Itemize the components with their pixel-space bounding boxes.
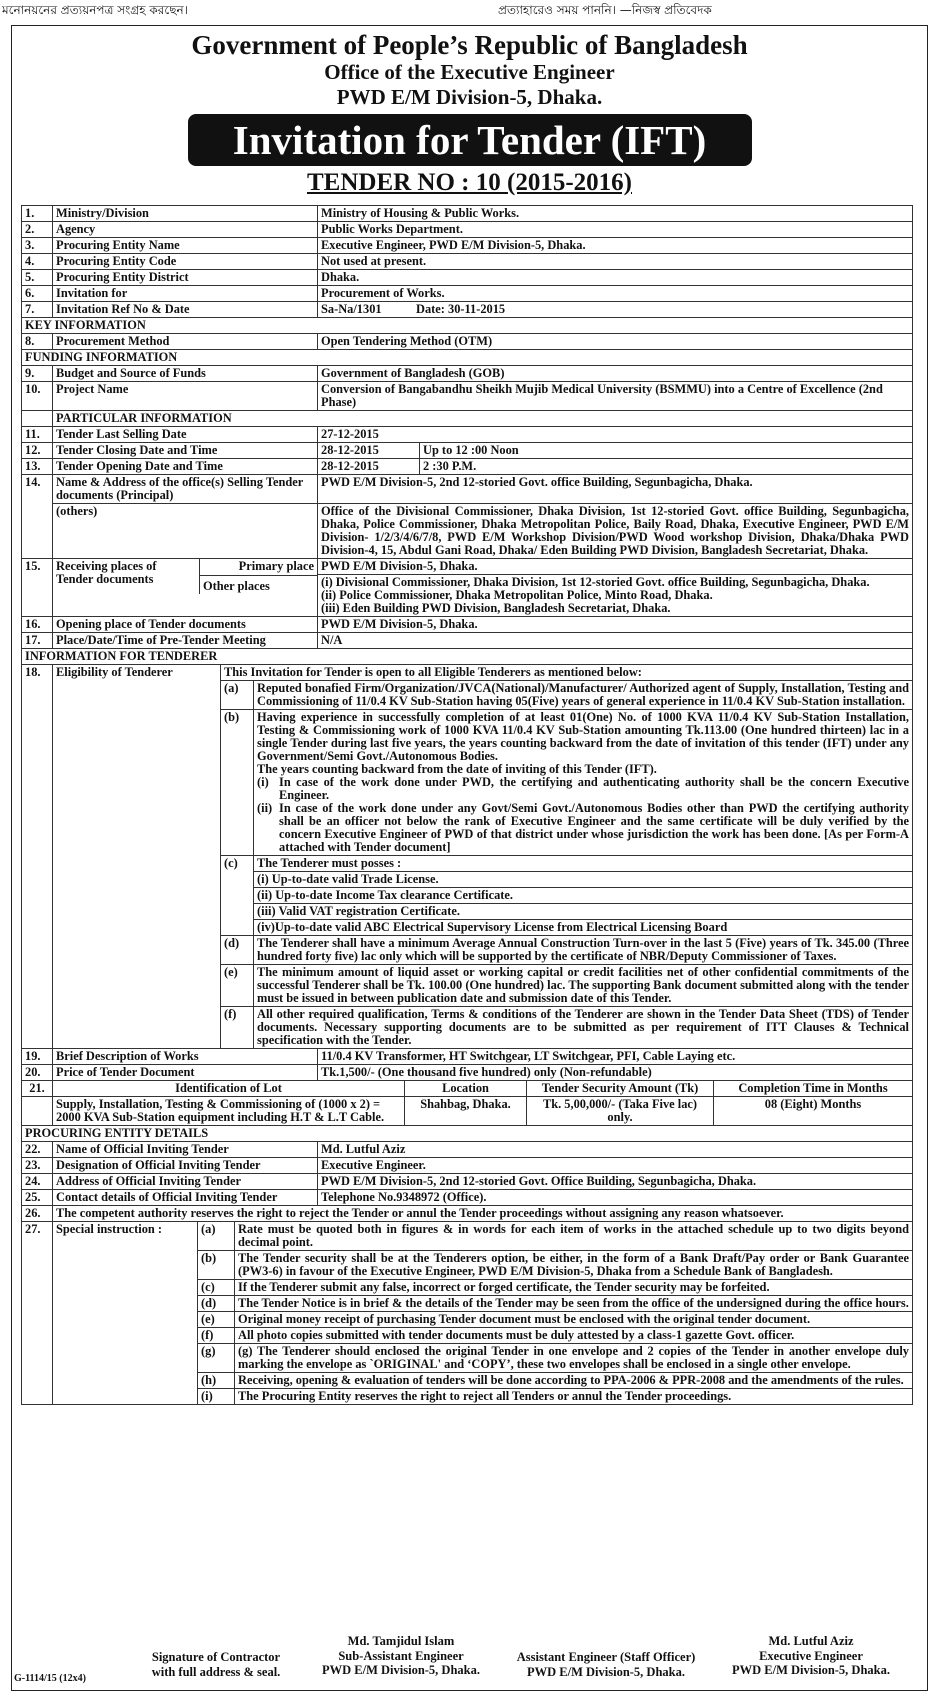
row-value: Ministry of Housing & Public Works. (318, 206, 913, 222)
table-row (22, 382, 913, 411)
row-number: 12. (22, 443, 53, 459)
row-number: 18. (22, 665, 53, 1049)
row-number: 27. (22, 1222, 53, 1405)
table-row (22, 504, 913, 559)
list-item: (ii) Police Commissioner, Dhaka Metropolitan Police, Minto Road, Dhaka. (321, 588, 713, 602)
section-title: FUNDING INFORMATION (22, 350, 913, 366)
signature-line: PWD E/M Division-5, Dhaka. (526, 1664, 685, 1679)
row-number: 15. (22, 559, 53, 617)
item-key: (b) (221, 710, 254, 856)
row-label: Agency (53, 222, 318, 238)
row-number: 21. (22, 1081, 53, 1097)
ae-signature (491, 1650, 721, 1679)
list-item: (i) Up-to-date valid Trade License. (254, 872, 913, 888)
row-number: 3. (22, 238, 53, 254)
row-label: Place/Date/Time of Pre-Tender Meeting (53, 633, 318, 649)
list-item: (i) Divisional Commissioner, Dhaka Division, 1st 12-storied Govt. office Building, Segunbagicha, Dhaka. (321, 575, 870, 589)
invitation-ref: Sa-Na/1301 (321, 302, 382, 316)
item-key: (g) (198, 1344, 235, 1373)
signature-line: Assistant Engineer (Staff Officer) (516, 1650, 696, 1664)
item-text: (g) The Tenderer should enclosed the original Tender in one envelope and 2 copies of the Tender in another envelope duly marking the envelope as `ORIGINAL' and ‘COPY’, these two envelopes shall be enclosed in a single other envelope. (235, 1344, 913, 1373)
sub-item-key: (i) (257, 775, 269, 789)
table-row (22, 475, 913, 504)
item-text: The Tender security shall be at the Tenderers option, be either, in the form of a Bank Draft/Pay order or Bank Guarantee (PW3-6) in favour of the Executive Engineer, PWD E/M Division-5, Dhaka from a Schedule Bank of Bangladesh. (235, 1251, 913, 1280)
table-row (22, 1190, 913, 1206)
row-label: Contact details of Official Inviting Tender (53, 1190, 318, 1206)
tender-number: TENDER NO : 10 (2015-2016) (307, 169, 632, 196)
table-row (22, 459, 913, 475)
section-title: KEY INFORMATION (22, 318, 913, 334)
table-row (22, 254, 913, 270)
row-value: The competent authority reserves the right to reject the Tender or annul the Tender proceedings without assigning any reason whatsoever. (53, 1206, 913, 1222)
row-number: 25. (22, 1190, 53, 1206)
notice-header (11, 30, 928, 198)
row-number: 19. (22, 1049, 53, 1065)
signature-line: with full address & seal. (151, 1664, 281, 1679)
lot-header: Identification of Lot (53, 1081, 405, 1097)
row-label: Tender Last Selling Date (53, 427, 318, 443)
signature-line: Executive Engineer (759, 1648, 863, 1663)
row-number: 11. (22, 427, 53, 443)
ad-code: G-1114/15 (12x4) (14, 1673, 86, 1684)
contractor-signature (111, 1650, 321, 1679)
row-label: Name of Official Inviting Tender (53, 1142, 318, 1158)
top-strip-left: মনোনয়নের প্রত্যয়নপত্র সংগ্রহ করছেন। (2, 3, 188, 17)
row-label: Special instruction : (53, 1222, 198, 1404)
row-value: Office of the Divisional Commissioner, Dhaka Division, 1st 12-storied Govt. office Building, Segunbagicha, Dhaka, Police Commissioner, Dhaka Metropolitan Police, Baily Road, Dhaka, Executive Engineer, PWD E/M Division- 1/2/3/4/6/7/8, PWD E/M Workshop Division/PWD Wood workshop Division, Dhaka/Dhaka PWD Division-4, 15, Abdul Gani Road, Dhaka/ Eden Building PWD Division, Bangladesh Secretariat, Dhaka. (318, 504, 913, 559)
lot-cell: Supply, Installation, Testing & Commissioning of (1000 x 2) = 2000 KVA Sub-Station equipment including H.T & L.T Cable. (53, 1097, 405, 1126)
item-text: Receiving, opening & evaluation of tenders will be done according to PPA-2006 & PPR-2008 and the amendments of the rules. (235, 1373, 913, 1389)
signature-line: Md. Tamjidul Islam (347, 1634, 455, 1648)
row-value: Open Tendering Method (OTM) (318, 334, 913, 350)
row-label: Invitation for (53, 286, 318, 302)
list-item: (iii) Eden Building PWD Division, Bangladesh Secretariat, Dhaka. (321, 601, 671, 615)
sub-item-text: In case of the work done under any Govt/Semi Govt./Autonomous Bodies other than PWD the certifying authority shall be an officer not below the rank of Executive Engineer and the same certificate will be duly verified by the concern Executive Engineer of PWD of that district under whose jurisdiction the work has been done. [As per Form-A attached with Tender document] (279, 801, 909, 854)
row-value: 27-12-2015 (318, 427, 913, 443)
row-value: PWD E/M Division-5, 2nd 12-storied Govt. office Building, Segunbagicha, Dhaka. (318, 475, 913, 504)
row-number: 10. (22, 382, 53, 411)
table-row (22, 238, 913, 254)
row-value: PWD E/M Division-5, Dhaka. (318, 559, 913, 575)
row-label: Procuring Entity Name (53, 238, 318, 254)
signature-line: PWD E/M Division-5, Dhaka. (731, 1663, 890, 1677)
eligibility-block (53, 665, 913, 1049)
table-row (22, 1142, 913, 1158)
item-text: All other required qualification, Terms & conditions of the Tenderer are shown in the Tender Data Sheet (TDS) of Tender documents. Necessary supporting documents are to be submitted as per requirement of ITT Clauses & Technical specification with the Tender. (254, 1007, 913, 1049)
table-row (22, 1222, 913, 1405)
row-value (318, 302, 913, 318)
signature-line: PWD E/M Division-5, Dhaka. (321, 1663, 480, 1677)
opening-date: 28-12-2015 (318, 459, 420, 475)
row-label: Receiving places of Tender documents (56, 559, 157, 586)
invitation-date: Date: 30-11-2015 (416, 302, 506, 316)
row-value: PWD E/M Division-5, Dhaka. (318, 617, 913, 633)
table-row (22, 1206, 913, 1222)
item-key: (e) (198, 1312, 235, 1328)
lot-table (22, 1081, 913, 1126)
row-label: Procuring Entity District (53, 270, 318, 286)
row-label: (others) (53, 504, 318, 559)
row-value: Telephone No.9348972 (Office). (318, 1190, 913, 1206)
location-cell: Shahbag, Dhaka. (405, 1097, 527, 1126)
row-number: 16. (22, 617, 53, 633)
section-title: PROCURING ENTITY DETAILS (22, 1126, 913, 1142)
table-row (22, 665, 913, 1049)
item-text: The Tender Notice is in brief & the details of the Tender may be seen from the office of the undersigned during the office hours. (235, 1296, 913, 1312)
row-number: 14. (22, 475, 53, 559)
table-row (22, 302, 913, 318)
table-row (22, 427, 913, 443)
row-label: Procurement Method (53, 334, 318, 350)
signature-line: Signature of Contractor (151, 1650, 281, 1664)
item-key: (h) (198, 1373, 235, 1389)
list-item: (iii) Valid VAT registration Certificate. (254, 904, 913, 920)
row-value: Executive Engineer, PWD E/M Division-5, Dhaka. (318, 238, 913, 254)
closing-date: 28-12-2015 (318, 443, 420, 459)
row-number: 2. (22, 222, 53, 238)
item-key: (d) (198, 1296, 235, 1312)
item-key: (a) (221, 681, 254, 710)
row-number: 5. (22, 270, 53, 286)
sub-item-key: (ii) (257, 801, 273, 815)
row-value: Conversion of Bangabandhu Sheikh Mujib Medical University (BSMMU) into a Centre of Excellence (2nd Phase) (318, 382, 913, 411)
signature-line: Sub-Assistant Engineer (338, 1648, 464, 1663)
row-label: Project Name (53, 382, 318, 411)
govt-title: Government of People’s Republic of Bangladesh (191, 30, 748, 60)
division-title: PWD E/M Division-5, Dhaka. (336, 85, 603, 109)
item-key: (f) (198, 1328, 235, 1344)
sub-item (257, 802, 909, 854)
row-number: 20. (22, 1065, 53, 1081)
row-value: Not used at present. (318, 254, 913, 270)
row-value: PWD E/M Division-5, 2nd 12-storied Govt. Office Building, Segunbagicha, Dhaka. (318, 1174, 913, 1190)
section-header (22, 1126, 913, 1142)
item-key: (f) (221, 1007, 254, 1049)
item-text: The minimum amount of liquid asset or working capital or credit facilities net of other confidential commitments of the successful Tenderer shall be Tk. 100.00 (One hundred) lac. The supporting Bank document submitted along with the tender must be issued in between publication date and submission date of this Tender. (254, 965, 913, 1007)
completion-cell: 08 (Eight) Months (714, 1097, 913, 1126)
item-text: The Procuring Entity reserves the right to reject all Tenders or annul the Tender proceedings. (235, 1389, 913, 1405)
sub-item-text: In case of the work done under PWD, the certifying and authenticating authority shall be the concern Executive Engineer. (279, 775, 909, 802)
list-item: (ii) Up-to-date Income Tax clearance Certificate. (254, 888, 913, 904)
row-label: Address of Official Inviting Tender (53, 1174, 318, 1190)
row-value: Government of Bangladesh (GOB) (318, 366, 913, 382)
table-row (22, 222, 913, 238)
table-row (22, 1158, 913, 1174)
row-label: Tender Opening Date and Time (53, 459, 318, 475)
item-key: (b) (198, 1251, 235, 1280)
row-number: 8. (22, 334, 53, 350)
row-value: 11/0.4 KV Transformer, HT Switchgear, LT Switchgear, PFI, Cable Laying etc. (318, 1049, 913, 1065)
row-label: Brief Description of Works (53, 1049, 318, 1065)
table-row (22, 270, 913, 286)
top-strip (0, 0, 942, 22)
row-number: 24. (22, 1174, 53, 1190)
row-number: 26. (22, 1206, 53, 1222)
section-title: INFORMATION FOR TENDERER (22, 649, 913, 665)
row-number: 23. (22, 1158, 53, 1174)
row-value: Executive Engineer. (318, 1158, 913, 1174)
row-number: 1. (22, 206, 53, 222)
item-key: (i) (198, 1389, 235, 1405)
table-row (22, 286, 913, 302)
item-text: Reputed bonafied Firm/Organization/JVCA(National)/Manufacturer/ Authorized agent of Supply, Installation, Testing and Commissioning of 11/0.4 KV Sub-Station having 05(Five) years of general experience in 11/0.4 KV Sub-Station installation. (254, 681, 913, 710)
row-label: Ministry/Division (53, 206, 318, 222)
table-row (22, 559, 913, 575)
sae-signature (301, 1634, 501, 1678)
table-row (22, 633, 913, 649)
table-row (22, 1081, 913, 1126)
row-value: Dhaka. (318, 270, 913, 286)
place-labels (199, 559, 317, 594)
other-places (318, 575, 913, 617)
eligibility-intro: This Invitation for Tender is open to all Eligible Tenderers as mentioned below: (221, 665, 913, 681)
row-label: Tender Closing Date and Time (53, 443, 318, 459)
item-text: Rate must be quoted both in figures & in words for each item of works in the attached schedule up to two digits beyond decimal point. (235, 1222, 913, 1251)
office-title: Office of the Executive Engineer (324, 60, 615, 84)
row-number: 22. (22, 1142, 53, 1158)
primary-place-label: Primary place (200, 560, 317, 576)
section-header (22, 350, 913, 366)
security-cell: Tk. 5,00,000/- (Taka Five lac) only. (527, 1097, 714, 1126)
item-text (254, 710, 913, 856)
top-strip-right: প্রত্যাহারেও সময় পাননি। —নিজস্ব প্রতিবেদক (498, 3, 712, 17)
row-number: 4. (22, 254, 53, 270)
ee-signature (711, 1634, 911, 1678)
item-key: (e) (221, 965, 254, 1007)
row-label: Invitation Ref No & Date (53, 302, 318, 318)
section-title: PARTICULAR INFORMATION (53, 411, 913, 427)
row-number: 17. (22, 633, 53, 649)
row-number: 6. (22, 286, 53, 302)
row-label: Designation of Official Inviting Tender (53, 1158, 318, 1174)
row-number: 7. (22, 302, 53, 318)
row-value: Procurement of Works. (318, 286, 913, 302)
tender-table (21, 205, 913, 1405)
table-row (22, 617, 913, 633)
row-value: N/A (318, 633, 913, 649)
item-b-note: The years counting backward from the date of inviting of this Tender (IFT). (257, 762, 657, 776)
row-label: Procuring Entity Code (53, 254, 318, 270)
item-key: (d) (221, 936, 254, 965)
signature-line: Md. Lutful Aziz (768, 1634, 854, 1648)
security-header: Tender Security Amount (Tk) (527, 1081, 714, 1097)
item-text: The Tenderer must posses : (254, 856, 913, 872)
ift-title-banner: Invitation for Tender (IFT) (188, 114, 752, 166)
opening-time: 2 :30 P.M. (420, 459, 913, 475)
section-header (22, 411, 913, 427)
item-text: The Tenderer shall have a minimum Average Annual Construction Turn-over in the last 5 (Five) years of Tk. 345.00 (Three hundred forty five) lac only which will be supported by the certificate of NBR/Deputy Commissioner of Taxes. (254, 936, 913, 965)
sub-item (257, 776, 909, 802)
row-label: Budget and Source of Funds (53, 366, 318, 382)
table-row (22, 206, 913, 222)
table-row (22, 443, 913, 459)
table-row (22, 1049, 913, 1065)
section-header (22, 649, 913, 665)
row-label: Name & Address of the office(s) Selling Tender documents (Principal) (53, 475, 318, 504)
item-key: (c) (221, 856, 254, 936)
table-row (22, 1174, 913, 1190)
row-value: Md. Lutful Aziz (318, 1142, 913, 1158)
row-label: Opening place of Tender documents (53, 617, 318, 633)
item-text: All photo copies submitted with tender documents must be duly attested by a class-1 gazette Govt. officer. (235, 1328, 913, 1344)
row-number: 13. (22, 459, 53, 475)
table-row (22, 1065, 913, 1081)
other-places-label: Other places (203, 579, 270, 593)
row-label: Eligibility of Tenderer (53, 665, 221, 1007)
item-b-text: Having experience in successfully completion of at least 01(One) No. of 1000 KVA 11/0.4 KV Sub-Station Installation, Testing & Commissioning work of 1000 KVA 11/0.4 KV Sub-Station amounting Tk.113.00 (One hundred thirteen) lac in a single Tender during last five years, the years counting backward from the date of invitation of this tender (IFT) under any Government/Semi Govt./Autonomous Bodies. (257, 710, 909, 763)
special-instructions (53, 1222, 913, 1405)
row-value: Tk.1,500/- (One thousand five hundred) only (Non-refundable) (318, 1065, 913, 1081)
item-text: If the Tenderer submit any false, incorrect or forged certificate, the Tender security may be forfeited. (235, 1280, 913, 1296)
item-key: (a) (198, 1222, 235, 1251)
row-number: 9. (22, 366, 53, 382)
table-row (22, 366, 913, 382)
location-header: Location (405, 1081, 527, 1097)
item-key: (c) (198, 1280, 235, 1296)
section-header (22, 318, 913, 334)
row-label: Price of Tender Document (53, 1065, 318, 1081)
closing-time: Up to 12 :00 Noon (420, 443, 913, 459)
table-row (22, 334, 913, 350)
row-value: Public Works Department. (318, 222, 913, 238)
list-item: (iv)Up-to-date valid ABC Electrical Supervisory License from Electrical Licensing Board (254, 920, 913, 936)
item-text: Original money receipt of purchasing Tender document must be enclosed with the original tender document. (235, 1312, 913, 1328)
completion-header: Completion Time in Months (714, 1081, 913, 1097)
